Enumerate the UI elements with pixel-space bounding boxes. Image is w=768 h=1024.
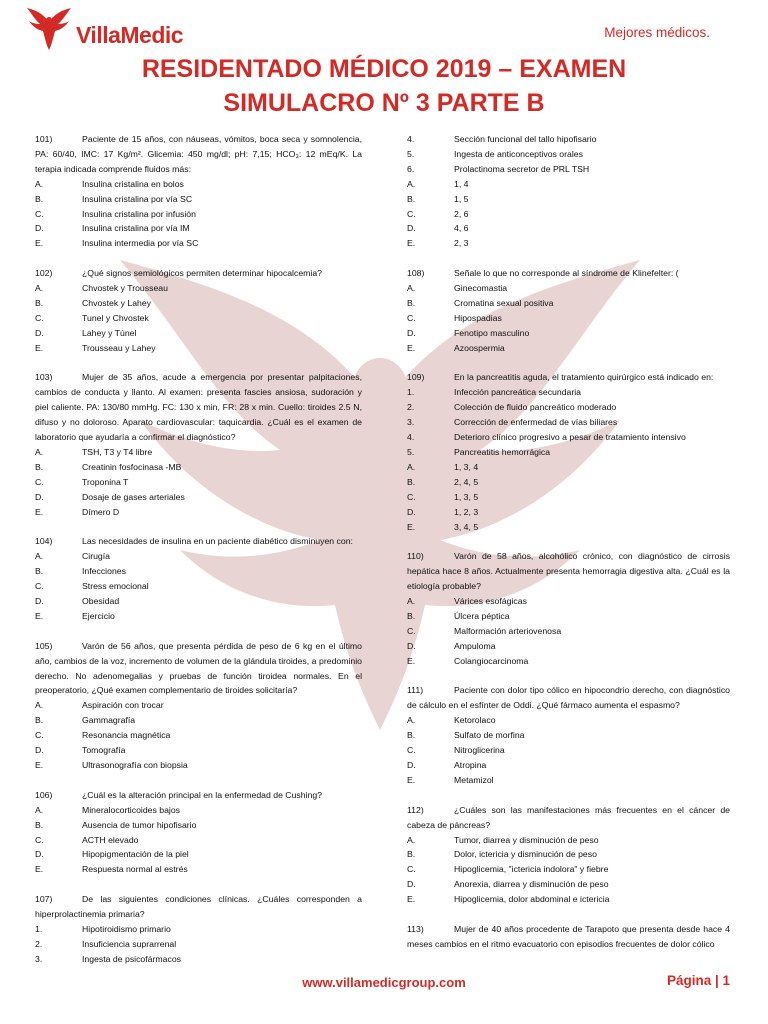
- question-stem: [35, 534, 362, 549]
- option-key: 3.: [407, 417, 415, 428]
- option-text: Insulina intermedia por vía SC: [82, 238, 199, 249]
- option-key: B.: [407, 849, 416, 860]
- question-text: Paciente de 15 años, con náuseas, vómitos, boca seca y somnolencia, PA: 60/40, IMC: 17 Kg/m². Glicemia: 450 mg/dl; pH: 7,15; HCO₃: 12 mEq/K. La terapia indicada comprende fluidos más:: [35, 134, 362, 174]
- option-key: D.: [35, 491, 44, 502]
- question-number: 106): [35, 789, 53, 800]
- question-number: 112): [407, 804, 424, 815]
- answer-option: [35, 445, 362, 460]
- option-key: 4.: [407, 134, 415, 144]
- option-text: 1, 2, 3: [454, 506, 479, 517]
- answer-option: [407, 505, 730, 520]
- right-question-column: [407, 132, 730, 967]
- option-text: Chvostek y Trousseau: [82, 283, 168, 294]
- option-key: A.: [35, 700, 44, 711]
- question-number: 111): [407, 685, 424, 696]
- option-text: Várices esofágicas: [454, 596, 527, 607]
- option-text: Aspiración con trocar: [82, 700, 164, 711]
- question-text: En la pancreatitis aguda, el tratamiento quirúrgico está indicado en:: [454, 372, 714, 383]
- option-key: D.: [35, 745, 44, 756]
- option-text: Tunel y Chvostek: [82, 312, 149, 323]
- option-key: A.: [35, 447, 44, 457]
- answer-option: [407, 147, 730, 162]
- option-text: Ingesta de psicofármacos: [82, 953, 181, 964]
- option-key: A.: [35, 551, 44, 562]
- option-key: A.: [35, 283, 44, 294]
- option-text: Cromatina sexual positiva: [454, 297, 554, 308]
- question-block: [407, 266, 730, 355]
- option-key: E.: [35, 238, 44, 249]
- option-text: Sección funcional del tallo hipofisario: [454, 134, 597, 144]
- footer-url[interactable]: www.villamedicgroup.com: [302, 975, 466, 990]
- answer-option: [35, 698, 362, 713]
- option-key: E.: [35, 610, 44, 621]
- option-text: Hipoglicemia, "ictericia indolora" y fiebre: [454, 864, 609, 875]
- answer-option: [407, 341, 730, 356]
- option-text: Úlcera péptica: [454, 610, 510, 621]
- answer-option: [407, 490, 730, 505]
- option-text: Ketorolaco: [454, 715, 496, 726]
- option-text: Ampuloma: [454, 640, 496, 651]
- answer-option: [35, 207, 362, 222]
- option-text: ACTH elevado: [82, 834, 139, 845]
- option-key: E.: [35, 342, 44, 353]
- option-key: C.: [35, 581, 44, 592]
- option-text: Gammagrafía: [82, 715, 136, 726]
- question-block: [35, 534, 362, 623]
- brand-logo: [26, 8, 183, 50]
- question-stem: [407, 370, 730, 385]
- question-number: 103): [35, 372, 53, 383]
- option-key: D.: [35, 223, 44, 234]
- answer-option: [35, 818, 362, 833]
- option-text: Infección pancreática secundaria: [454, 387, 582, 398]
- question-text: Señale lo que no corresponde al síndrome de Klinefelter: (: [454, 268, 679, 279]
- option-text: Tomografía: [82, 745, 126, 756]
- option-key: C.: [407, 745, 416, 756]
- answer-option: [35, 460, 362, 475]
- option-key: E.: [407, 521, 416, 532]
- option-key: 4.: [407, 432, 415, 443]
- option-text: Ejercicio: [82, 610, 115, 621]
- answer-option: [407, 415, 730, 430]
- answer-option: [407, 594, 730, 609]
- answer-option: [407, 221, 730, 236]
- question-text: ¿Cuál es la alteración principal en la enfermedad de Cushing?: [82, 789, 323, 800]
- question-block: [407, 132, 730, 251]
- option-text: Trousseau y Lahey: [82, 342, 156, 353]
- question-stem: [35, 132, 362, 177]
- option-key: C.: [35, 834, 44, 845]
- option-text: Colección de fluido pancreático moderado: [454, 402, 617, 413]
- question-block: [407, 549, 730, 668]
- option-key: B.: [35, 819, 44, 830]
- answer-option: [35, 743, 362, 758]
- answer-option: [35, 549, 362, 564]
- option-text: 4, 6: [454, 223, 469, 234]
- option-text: 2, 6: [454, 208, 469, 219]
- question-stem: [407, 922, 730, 952]
- option-key: C.: [407, 312, 416, 323]
- option-text: 1, 5: [454, 193, 469, 204]
- answer-option: [35, 177, 362, 192]
- option-text: 1, 3, 4: [454, 461, 479, 472]
- question-block: [35, 788, 362, 877]
- answer-option: [35, 758, 362, 773]
- option-text: Hipotiroidismo primario: [82, 923, 171, 934]
- option-text: TSH, T3 y T4 libre: [82, 447, 153, 457]
- question-text: De las siguientes condiciones clínicas. ¿Cuáles corresponden a hiperprolactinemia primaria?: [35, 894, 362, 920]
- option-key: B.: [407, 730, 416, 741]
- option-text: Insulina cristalina por vía IM: [82, 223, 190, 234]
- option-key: C.: [407, 208, 416, 219]
- option-text: Lahey y Túnel: [82, 327, 137, 338]
- question-block: [407, 922, 730, 952]
- option-key: C.: [35, 208, 44, 219]
- option-text: Stress emocional: [82, 581, 149, 592]
- question-number: 107): [35, 894, 53, 905]
- answer-option: [407, 654, 730, 669]
- option-text: Dímero D: [82, 506, 120, 517]
- answer-option: [407, 445, 730, 460]
- option-text: Pancreatitis hemorrágica: [454, 447, 551, 457]
- answer-option: [35, 221, 362, 236]
- question-number: 105): [35, 640, 53, 651]
- option-key: E.: [35, 760, 44, 770]
- question-text: ¿Qué signos semiológicos permiten determinar hipocalcemia?: [82, 268, 322, 279]
- option-key: D.: [407, 506, 416, 517]
- option-text: Troponina T: [82, 476, 129, 487]
- answer-option: [407, 400, 730, 415]
- option-key: 2.: [407, 402, 415, 413]
- option-text: Ausencia de tumor hipofisario: [82, 819, 197, 830]
- option-text: Insulina cristalina por vía SC: [82, 193, 193, 204]
- answer-option: [407, 236, 730, 251]
- option-key: E.: [407, 342, 416, 353]
- option-text: Obesidad: [82, 596, 120, 607]
- left-question-column: [35, 132, 362, 982]
- question-number: 108): [407, 268, 425, 279]
- brand-name: VillaMedic: [76, 21, 184, 48]
- question-stem: [35, 266, 362, 281]
- question-text: ¿Cuáles son las manifestaciones más frecuentes en el cáncer de cabeza de páncreas?: [407, 804, 730, 830]
- option-text: Respuesta normal al estrés: [82, 864, 188, 875]
- option-key: D.: [35, 327, 44, 338]
- option-key: 2.: [35, 938, 43, 949]
- question-number: 109): [407, 372, 425, 383]
- answer-option: [407, 847, 730, 862]
- option-key: E.: [407, 774, 416, 785]
- answer-option: [35, 728, 362, 743]
- answer-option: [407, 713, 730, 728]
- question-block: [407, 370, 730, 534]
- answer-option: [35, 713, 362, 728]
- answer-option: [407, 639, 730, 654]
- answer-option: [35, 803, 362, 818]
- question-block: [35, 266, 362, 355]
- question-text: Varón de 58 años, alcohólico crónico, con diagnóstico de cirrosis hepática hace 8 años. Actualmente presenta hemorragia digestiva alta. ¿Cuál es la etiología probable?: [407, 551, 730, 592]
- question-stem: [407, 266, 730, 281]
- option-key: B.: [35, 715, 44, 726]
- option-key: A.: [407, 596, 416, 607]
- option-key: E.: [35, 864, 44, 875]
- answer-option: [35, 192, 362, 207]
- answer-option: [35, 833, 362, 848]
- answer-option: [35, 594, 362, 609]
- answer-option: [407, 743, 730, 758]
- option-text: Insulina cristalina por infusión: [82, 208, 196, 219]
- question-stem: [35, 788, 362, 803]
- option-text: Creatinin fosfocinasa -MB: [82, 461, 182, 472]
- question-block: [407, 683, 730, 787]
- option-key: C.: [35, 730, 44, 741]
- option-key: C.: [35, 312, 44, 323]
- answer-option: [35, 609, 362, 624]
- option-text: 1, 3, 5: [454, 491, 479, 502]
- question-stem: [407, 683, 730, 713]
- question-stem: [35, 370, 362, 445]
- option-text: 3, 4, 5: [454, 521, 479, 532]
- option-key: 3.: [35, 953, 43, 964]
- question-number: 102): [35, 268, 53, 279]
- option-key: C.: [407, 625, 416, 636]
- option-key: D.: [35, 596, 44, 607]
- option-text: Resonancia magnética: [82, 730, 171, 741]
- option-text: Atropina: [454, 760, 487, 770]
- option-key: A.: [407, 461, 416, 472]
- option-key: C.: [35, 476, 44, 487]
- question-stem: [35, 892, 362, 922]
- answer-option: [407, 758, 730, 773]
- answer-option: [407, 192, 730, 207]
- answer-option: [35, 922, 362, 937]
- option-key: 1.: [35, 923, 43, 934]
- page-header: [0, 0, 768, 58]
- question-stem: [407, 549, 730, 594]
- option-key: 5.: [407, 148, 415, 159]
- option-text: Deterioro clínico progresivo a pesar de tratamiento intensivo: [454, 432, 686, 443]
- option-key: B.: [407, 610, 416, 621]
- option-text: Insuficiencia suprarrenal: [82, 938, 177, 949]
- answer-option: [407, 132, 730, 147]
- option-key: E.: [407, 655, 416, 666]
- answer-option: [35, 490, 362, 505]
- answer-option: [35, 326, 362, 341]
- answer-option: [407, 177, 730, 192]
- answer-option: [35, 475, 362, 490]
- option-text: Ultrasonografía con biopsia: [82, 760, 188, 770]
- option-key: D.: [407, 640, 416, 651]
- option-key: 6.: [407, 163, 415, 174]
- option-key: D.: [407, 760, 416, 770]
- option-text: 2, 3: [454, 238, 469, 249]
- question-stem: [35, 639, 362, 699]
- tagline: Mejores médicos.: [604, 25, 710, 40]
- option-key: A.: [407, 834, 416, 845]
- answer-option: [35, 311, 362, 326]
- answer-option: [407, 892, 730, 907]
- question-number: 101): [35, 134, 53, 144]
- option-key: D.: [407, 327, 416, 338]
- option-text: Infecciones: [82, 566, 126, 577]
- answer-option: [407, 385, 730, 400]
- question-block: [35, 370, 362, 519]
- option-key: D.: [407, 223, 416, 234]
- question-text: Varón de 56 años, que presenta pérdida de peso de 6 kg en el último año, cambios de la voz, incremento de volumen de la glándula tiroides, a predominio derecho. No adenomegalias y pruebas de función tiroidea normales. En el preoperatorio, ¿Qué examen complementario de tiroides solicitaría?: [35, 640, 362, 696]
- title-line-1: RESIDENTADO MÉDICO 2019 – EXAMEN: [141, 55, 627, 83]
- answer-option: [35, 862, 362, 877]
- option-key: A.: [407, 715, 416, 726]
- page-title: [0, 52, 768, 120]
- option-text: Hipospadias: [454, 312, 502, 323]
- question-text: Mujer de 35 años, acude a emergencia por presentar palpitaciones, cambios de conducta y llanto. Al examen: presenta fascies ansiosa, sudoración y piel caliente. PA: 130/80 mmHg. FC: 130 x min, FR: 28 x min. Cuello: tiroides 2.5 N, difuso y no doloroso. Aparato cardiovascular: taquicardia. ¿Cuál es el examen de laboratorio que ayudaría a confirmar el diagnóstico?: [35, 372, 362, 443]
- option-key: B.: [35, 193, 44, 204]
- option-key: B.: [407, 476, 416, 487]
- answer-option: [407, 609, 730, 624]
- option-text: Azoospermia: [454, 342, 505, 353]
- option-key: E.: [35, 506, 44, 517]
- answer-option: [35, 952, 362, 967]
- question-number: 113): [407, 923, 424, 934]
- option-key: B.: [35, 461, 44, 472]
- answer-option: [35, 847, 362, 862]
- answer-option: [407, 207, 730, 222]
- option-text: Ingesta de anticonceptivos orales: [454, 148, 583, 159]
- answer-option: [407, 296, 730, 311]
- option-key: C.: [407, 864, 416, 875]
- answer-option: [407, 728, 730, 743]
- option-text: Corrección de enfermedad de vías biliares: [454, 417, 618, 428]
- option-text: Ginecomastia: [454, 283, 508, 294]
- question-text: Paciente con dolor tipo cólico en hipocondrio derecho, con diagnóstico de cálculo en el esfínter de Oddi. ¿Qué fármaco aumenta el espasmo?: [407, 685, 730, 711]
- option-text: Dolor, ictericia y disminución de peso: [454, 849, 597, 860]
- option-key: B.: [35, 566, 44, 577]
- option-key: 5.: [407, 447, 415, 457]
- answer-option: [407, 862, 730, 877]
- option-text: Prolactinoma secretor de PRL TSH: [454, 163, 590, 174]
- answer-option: [35, 341, 362, 356]
- question-number: 110): [407, 551, 424, 562]
- answer-option: [407, 773, 730, 788]
- answer-option: [35, 579, 362, 594]
- answer-option: [407, 877, 730, 892]
- option-key: A.: [407, 178, 416, 189]
- option-key: A.: [35, 178, 44, 189]
- answer-option: [407, 311, 730, 326]
- option-text: Nitroglicerina: [454, 745, 505, 756]
- option-key: E.: [407, 894, 416, 905]
- option-key: C.: [407, 491, 416, 502]
- answer-option: [407, 281, 730, 296]
- option-text: Malformación arteriovenosa: [454, 625, 562, 636]
- question-block: [407, 803, 730, 907]
- question-text: Las necesidades de insulina en un paciente diabético disminuyen con:: [82, 536, 353, 547]
- option-key: A.: [407, 283, 416, 294]
- option-text: Metamizol: [454, 774, 494, 785]
- answer-option: [35, 564, 362, 579]
- answer-option: [407, 624, 730, 639]
- option-text: Fenotipo masculino: [454, 327, 530, 338]
- option-key: E.: [407, 238, 416, 249]
- option-text: Insulina cristalina en bolos: [82, 178, 184, 189]
- option-text: Tumor, diarrea y disminución de peso: [454, 834, 599, 845]
- option-key: B.: [407, 297, 416, 308]
- option-text: 2, 4, 5: [454, 476, 479, 487]
- answer-option: [35, 281, 362, 296]
- answer-option: [407, 460, 730, 475]
- option-key: B.: [35, 297, 44, 308]
- question-text: Mujer de 40 años procedente de Tarapoto que presenta desde hace 4 meses cambios en el ritmo evacuatorio con episodios frecuentes de dolor cólico: [407, 923, 730, 949]
- option-text: Mineralocorticoides bajos: [82, 804, 181, 815]
- eagle-logo-icon: [26, 8, 72, 50]
- answer-option: [407, 475, 730, 490]
- option-text: Anorexia, diarrea y disminución de peso: [454, 879, 609, 890]
- option-text: Dosaje de gases arteriales: [82, 491, 185, 502]
- option-text: Cirugía: [82, 551, 111, 562]
- question-block: [35, 892, 362, 967]
- option-key: D.: [35, 849, 44, 860]
- answer-option: [35, 505, 362, 520]
- answer-option: [35, 937, 362, 952]
- option-key: D.: [407, 879, 416, 890]
- question-block: [35, 639, 362, 773]
- option-text: Hipopigmentación de la piel: [82, 849, 189, 860]
- answer-option: [35, 296, 362, 311]
- option-text: Chvostek y Lahey: [82, 297, 152, 308]
- question-stem: [407, 803, 730, 833]
- answer-option: [407, 833, 730, 848]
- option-text: Colangiocarcinoma: [454, 655, 529, 666]
- answer-option: [407, 520, 730, 535]
- option-text: Hipoglicemia, dolor abdominal e ictericia: [454, 894, 610, 905]
- option-text: Sulfato de morfina: [454, 730, 525, 741]
- option-key: B.: [407, 193, 416, 204]
- answer-option: [407, 162, 730, 177]
- answer-option: [407, 430, 730, 445]
- question-block: [35, 132, 362, 251]
- answer-option: [35, 236, 362, 251]
- question-number: 104): [35, 536, 53, 547]
- title-line-2: SIMULACRO Nº 3 PARTE B: [223, 89, 545, 117]
- page-number: Página | 1: [666, 973, 730, 988]
- option-key: A.: [35, 804, 44, 815]
- option-text: 1, 4: [454, 178, 469, 189]
- answer-option: [407, 326, 730, 341]
- option-key: 1.: [407, 387, 415, 398]
